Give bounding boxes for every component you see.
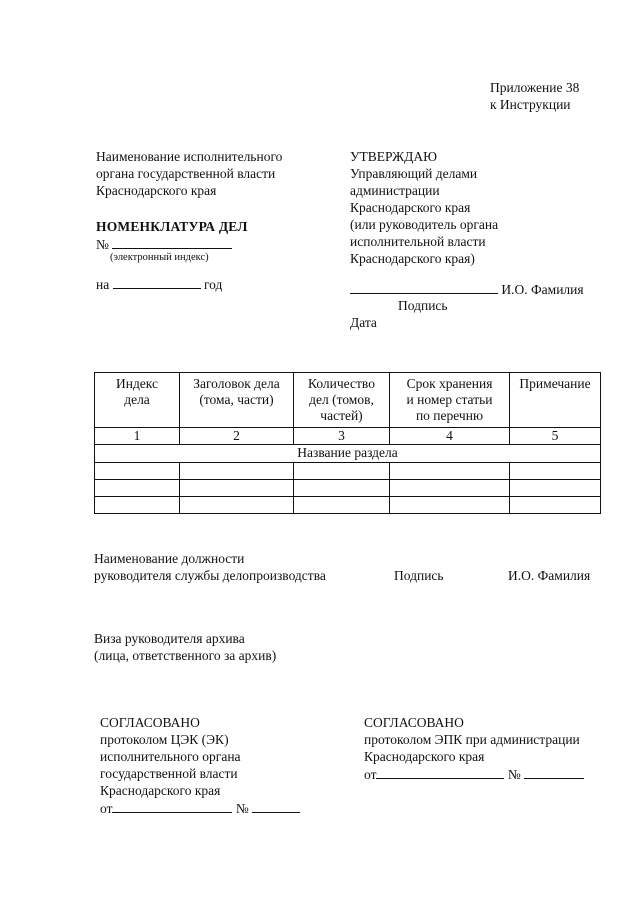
table-cell — [180, 463, 294, 480]
table-cell — [95, 480, 180, 497]
number-blank — [524, 765, 584, 779]
table-row — [95, 480, 601, 497]
date-blank — [112, 799, 232, 813]
position-title — [94, 550, 326, 584]
appendix-number: Приложение 38 — [490, 80, 580, 95]
year-prefix: на — [96, 277, 110, 292]
table-cell — [510, 463, 601, 480]
table-cell — [510, 497, 601, 514]
agreed-left-line: государственной власти — [100, 766, 238, 781]
approval-line: администрации — [350, 183, 440, 198]
approval-line: Управляющий делами — [350, 166, 478, 181]
org-line: Краснодарского края — [96, 183, 217, 198]
date-blank — [376, 765, 504, 779]
position-line: руководителя службы делопроизводства — [94, 568, 326, 583]
table-row — [95, 463, 601, 480]
position-line: Наименование должности — [94, 551, 245, 566]
archive-visa-line: (лица, ответственного за архив) — [94, 648, 277, 663]
year-suffix: год — [203, 277, 223, 292]
column-number: 3 — [294, 428, 390, 445]
agreed-left-heading: СОГЛАСОВАНО — [100, 715, 200, 730]
table-cell — [180, 480, 294, 497]
archive-visa-line: Виза руководителя архива — [94, 631, 245, 646]
column-header-index: Индекс дела — [95, 373, 180, 428]
table-cell — [510, 480, 601, 497]
agreed-right-block — [364, 714, 584, 783]
table-cell — [95, 497, 180, 514]
number-blank — [112, 235, 232, 249]
column-number: 2 — [180, 428, 294, 445]
column-header-count: Количество дел (томов, частей) — [294, 373, 390, 428]
agreed-left-line: исполнительного органа — [100, 749, 241, 764]
agreed-left-date-line — [100, 799, 300, 817]
signoff-name: И.О. Фамилия — [508, 568, 591, 583]
approval-line: Краснодарского края — [350, 200, 471, 215]
column-header-retention: Срок хранения и номер статьи по перечню — [390, 373, 510, 428]
from-label: от — [364, 767, 377, 782]
year-blank — [113, 275, 201, 289]
agreed-left-line: Краснодарского края — [100, 783, 221, 798]
org-line: Наименование исполнительного — [96, 149, 283, 164]
signature-blank — [350, 280, 498, 294]
table-row — [95, 497, 601, 514]
from-label: от — [100, 801, 113, 816]
section-title-cell: Название раздела — [95, 445, 601, 463]
signoff-signature-label: Подпись — [394, 568, 444, 583]
document-title: НОМЕНКЛАТУРА ДЕЛ — [96, 219, 248, 234]
approval-line: Краснодарского края) — [350, 251, 475, 266]
agreed-left-block — [100, 714, 300, 817]
agreed-right-heading: СОГЛАСОВАНО — [364, 715, 464, 730]
table-cell — [390, 463, 510, 480]
table-cell — [180, 497, 294, 514]
number-label: № — [507, 767, 521, 782]
appendix-reference — [490, 79, 579, 113]
column-header-title: Заголовок дела (тома, части) — [180, 373, 294, 428]
table-cell — [294, 497, 390, 514]
agreed-right-line: протоколом ЭПК при администрации — [364, 732, 580, 747]
agreed-right-date-line — [364, 765, 584, 783]
table-header-row — [95, 373, 601, 428]
year-line — [96, 275, 222, 293]
column-number: 4 — [390, 428, 510, 445]
approval-signature-line — [350, 280, 584, 298]
number-label: № — [235, 801, 249, 816]
approval-line: (или руководитель органа — [350, 217, 499, 232]
number-label: № — [96, 237, 109, 252]
approval-signature-label: Подпись — [398, 298, 448, 313]
nomenclature-table — [94, 372, 601, 514]
table-cell — [294, 463, 390, 480]
table-cell — [390, 480, 510, 497]
table-cell — [390, 497, 510, 514]
approval-line: исполнительной власти — [350, 234, 486, 249]
appendix-instruction: к Инструкции — [490, 97, 571, 112]
approval-heading: УТВЕРЖДАЮ — [350, 149, 438, 164]
table-cell — [95, 463, 180, 480]
org-line: органа государственной власти — [96, 166, 276, 181]
approval-block — [350, 148, 498, 267]
table-number-row — [95, 428, 601, 445]
archive-visa — [94, 630, 276, 664]
table-section-row — [95, 445, 601, 463]
agreed-right-line: Краснодарского края — [364, 749, 485, 764]
organization-name-block — [96, 148, 282, 199]
column-header-note: Примечание — [510, 373, 601, 428]
approval-date-label: Дата — [350, 315, 377, 330]
agreed-left-line: протоколом ЦЭК (ЭК) — [100, 732, 229, 747]
table-cell — [294, 480, 390, 497]
column-number: 5 — [510, 428, 601, 445]
number-blank — [252, 799, 300, 813]
column-number: 1 — [95, 428, 180, 445]
electronic-index-note: (электронный индекс) — [110, 252, 209, 263]
approver-name: И.О. Фамилия — [501, 282, 584, 297]
